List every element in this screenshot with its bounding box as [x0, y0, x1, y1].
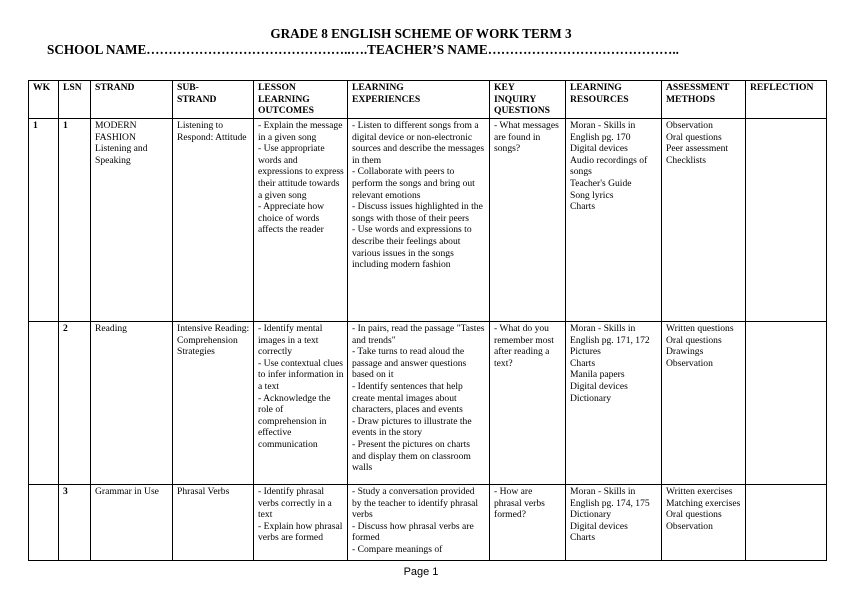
header-assessment: ASSESSMENT METHODS — [662, 81, 746, 119]
cell-lsn: 3 — [59, 485, 91, 561]
header-experiences: LEARNING EXPERIENCES — [348, 81, 490, 119]
table-row — [29, 322, 827, 485]
header-wk: WK — [29, 81, 59, 119]
cell-questions: - What do you remember most after reading a text? — [490, 322, 566, 485]
cell-experiences: - Study a conversation provided by the teacher to identify phrasal verbs - Discuss how phrasal verbs are formed - Compare meanings of — [348, 485, 490, 561]
cell-lsn: 1 — [59, 119, 91, 322]
header-strand: STRAND — [91, 81, 173, 119]
header-resources: LEARNING RESOURCES — [566, 81, 662, 119]
header-substrand: SUB- STRAND — [173, 81, 254, 119]
cell-substrand: Phrasal Verbs — [173, 485, 254, 561]
table-row — [29, 119, 827, 322]
table-header-row — [29, 81, 827, 119]
cell-experiences: - Listen to different songs from a digital device or non-electronic sources and describe the messages in them - Collaborate with peers to perform the songs and bring out relevant emotions - Discuss issues highlighted in the songs with those of their peers - Use words and expressions to describe their feelings about various issues in the songs including modern fashion — [348, 119, 490, 322]
cell-lsn: 2 — [59, 322, 91, 485]
cell-wk — [29, 485, 59, 561]
cell-wk: 1 — [29, 119, 59, 322]
cell-questions: - How are phrasal verbs formed? — [490, 485, 566, 561]
cell-substrand: Listening to Respond: Attitude — [173, 119, 254, 322]
page-number: Page 1 — [403, 566, 439, 578]
cell-assessment: Written exercises Matching exercises Oral questions Observation — [662, 485, 746, 561]
cell-strand: Reading — [91, 322, 173, 485]
header-questions: KEY INQUIRY QUESTIONS — [490, 81, 566, 119]
cell-resources: Moran - Skills in English pg. 170 Digital devices Audio recordings of songs Teacher's Guide Song lyrics Charts — [566, 119, 662, 322]
scheme-of-work-table — [28, 80, 827, 561]
cell-strand: MODERN FASHION Listening and Speaking — [91, 119, 173, 322]
cell-resources: Moran - Skills in English pg. 171, 172 Pictures Charts Manila papers Digital devices Dictionary — [566, 322, 662, 485]
cell-strand: Grammar in Use — [91, 485, 173, 561]
table-row — [29, 485, 827, 561]
cell-reflection — [746, 119, 827, 322]
cell-assessment: Written questions Oral questions Drawings Observation — [662, 322, 746, 485]
document-title: GRADE 8 ENGLISH SCHEME OF WORK TERM 3 — [270, 26, 572, 41]
header-reflection: REFLECTION — [746, 81, 827, 119]
header-lsn: LSN — [59, 81, 91, 119]
school-teacher-line: SCHOOL NAME………………………………………..….TEACHER’S NAME…………………………………….. — [47, 42, 679, 57]
cell-resources: Moran - Skills in English pg. 174, 175 Dictionary Digital devices Charts — [566, 485, 662, 561]
cell-experiences: - In pairs, read the passage "Tastes and trends" - Take turns to read aloud the passage and answer questions based on it - Identify sentences that help create mental images about characters, places and events - Draw pictures to illustrate the events in the story - Present the pictures on charts and display them on classroom walls — [348, 322, 490, 485]
cell-outcomes: - Identify mental images in a text correctly - Use contextual clues to infer information in a text - Acknowledge the role of comprehension in effective communication — [254, 322, 348, 485]
cell-reflection — [746, 322, 827, 485]
cell-substrand: Intensive Reading: Comprehension Strategies — [173, 322, 254, 485]
cell-questions: - What messages are found in songs? — [490, 119, 566, 322]
cell-outcomes: - Identify phrasal verbs correctly in a text - Explain how phrasal verbs are formed — [254, 485, 348, 561]
cell-wk — [29, 322, 59, 485]
cell-reflection — [746, 485, 827, 561]
cell-assessment: Observation Oral questions Peer assessment Checklists — [662, 119, 746, 322]
header-outcomes: LESSON LEARNING OUTCOMES — [254, 81, 348, 119]
cell-outcomes: - Explain the message in a given song - Use appropriate words and expressions to express their attitude towards a given song - Appreciate how choice of words affects the reader — [254, 119, 348, 322]
